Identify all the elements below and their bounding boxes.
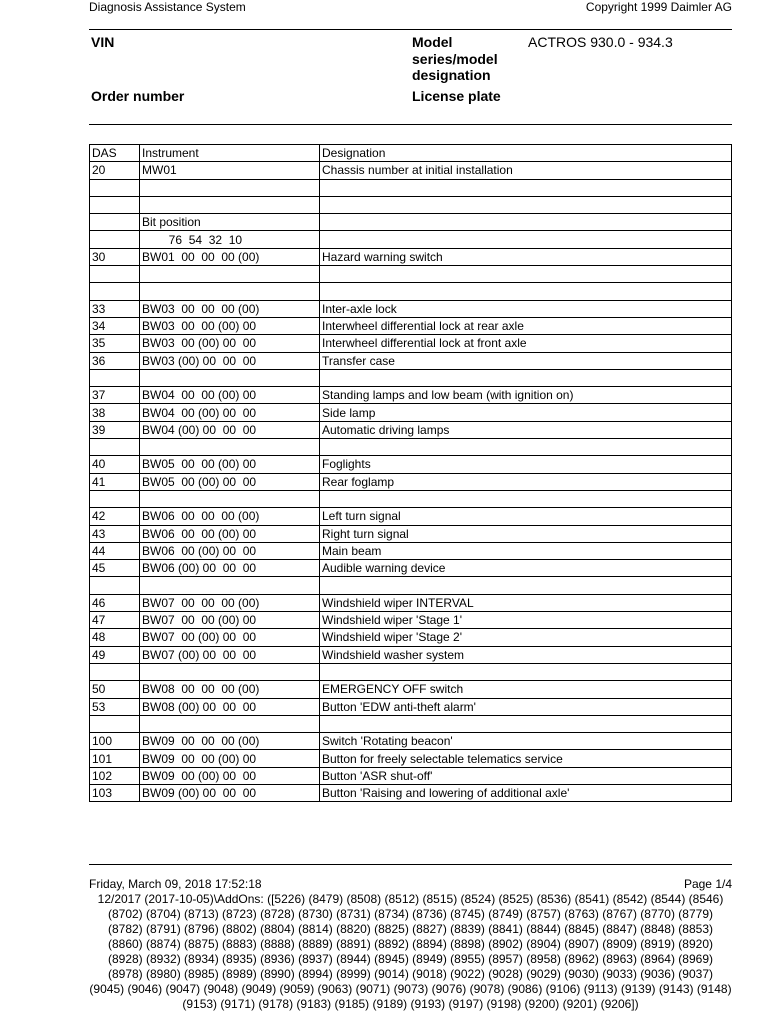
cell-das bbox=[90, 663, 140, 680]
cell-das: 38 bbox=[90, 404, 140, 421]
cell-das: 42 bbox=[90, 508, 140, 525]
cell-designation: Automatic driving lamps bbox=[320, 421, 732, 438]
cell-das: 48 bbox=[90, 629, 140, 646]
cell-das bbox=[90, 577, 140, 594]
cell-designation bbox=[320, 490, 732, 507]
cell-das: 103 bbox=[90, 784, 140, 801]
cell-das: 41 bbox=[90, 473, 140, 490]
header-das: DAS bbox=[90, 145, 140, 162]
cell-designation bbox=[320, 663, 732, 680]
table-row bbox=[90, 629, 732, 646]
cell-instrument bbox=[140, 439, 320, 456]
cell-das bbox=[90, 369, 140, 386]
cell-instrument: BW03 00 (00) 00 00 bbox=[140, 335, 320, 352]
model-label-line1: Model bbox=[412, 34, 453, 50]
diagnosis-table bbox=[89, 144, 732, 802]
cell-instrument: BW05 00 00 (00) 00 bbox=[140, 456, 320, 473]
table-row bbox=[90, 352, 732, 369]
cell-instrument: BW07 (00) 00 00 00 bbox=[140, 646, 320, 663]
cell-instrument bbox=[140, 663, 320, 680]
cell-designation: Foglights bbox=[320, 456, 732, 473]
table-row bbox=[90, 490, 732, 507]
cell-instrument: BW09 00 00 00 (00) bbox=[140, 733, 320, 750]
cell-designation: Switch 'Rotating beacon' bbox=[320, 733, 732, 750]
cell-das: 40 bbox=[90, 456, 140, 473]
table-row bbox=[90, 663, 732, 680]
cell-das bbox=[90, 715, 140, 732]
table-row bbox=[90, 733, 732, 750]
cell-instrument bbox=[140, 715, 320, 732]
table-row bbox=[90, 646, 732, 663]
cell-das: 37 bbox=[90, 387, 140, 404]
cell-instrument: BW06 (00) 00 00 00 bbox=[140, 560, 320, 577]
cell-designation: Right turn signal bbox=[320, 525, 732, 542]
cell-instrument bbox=[140, 369, 320, 386]
cell-designation: Windshield wiper 'Stage 1' bbox=[320, 612, 732, 629]
cell-das: 30 bbox=[90, 248, 140, 265]
table-row bbox=[90, 196, 732, 213]
cell-designation: Button 'EDW anti-theft alarm' bbox=[320, 698, 732, 715]
license-plate-label: License plate bbox=[412, 88, 501, 104]
table-row bbox=[90, 214, 732, 231]
cell-instrument: BW08 (00) 00 00 00 bbox=[140, 698, 320, 715]
page-number: Page 1/4 bbox=[683, 877, 732, 891]
cell-das bbox=[90, 266, 140, 283]
table-row bbox=[90, 508, 732, 525]
cell-das: 50 bbox=[90, 681, 140, 698]
table-row bbox=[90, 681, 732, 698]
cell-designation bbox=[320, 577, 732, 594]
table-row bbox=[90, 179, 732, 196]
cell-instrument: BW07 00 00 (00) 00 bbox=[140, 612, 320, 629]
cell-instrument: BW07 00 00 00 (00) bbox=[140, 594, 320, 611]
cell-das bbox=[90, 283, 140, 300]
cell-designation: Audible warning device bbox=[320, 560, 732, 577]
cell-designation bbox=[320, 266, 732, 283]
cell-instrument: BW06 00 00 (00) 00 bbox=[140, 525, 320, 542]
cell-designation: Button 'Raising and lowering of additional axle' bbox=[320, 784, 732, 801]
order-number-label: Order number bbox=[91, 88, 185, 104]
table-row bbox=[90, 473, 732, 490]
copyright-text: Copyright 1999 Daimler AG bbox=[585, 0, 732, 14]
cell-instrument: BW03 00 00 00 (00) bbox=[140, 300, 320, 317]
cell-instrument: MW01 bbox=[140, 162, 320, 179]
model-label-line2: series/model bbox=[412, 51, 498, 67]
cell-instrument: BW03 00 00 (00) 00 bbox=[140, 317, 320, 334]
table-header-row bbox=[90, 145, 732, 162]
table-row bbox=[90, 594, 732, 611]
cell-das: 39 bbox=[90, 421, 140, 438]
table-row bbox=[90, 560, 732, 577]
table-row bbox=[90, 369, 732, 386]
cell-instrument: BW04 (00) 00 00 00 bbox=[140, 421, 320, 438]
cell-instrument: BW03 (00) 00 00 00 bbox=[140, 352, 320, 369]
cell-instrument: BW04 00 00 (00) 00 bbox=[140, 387, 320, 404]
table-row bbox=[90, 715, 732, 732]
cell-instrument: BW09 00 00 (00) 00 bbox=[140, 750, 320, 767]
header-designation: Designation bbox=[320, 145, 732, 162]
table-row bbox=[90, 283, 732, 300]
cell-designation: Standing lamps and low beam (with ignition on) bbox=[320, 387, 732, 404]
cell-das bbox=[90, 179, 140, 196]
cell-designation: Left turn signal bbox=[320, 508, 732, 525]
cell-instrument bbox=[140, 283, 320, 300]
table-row bbox=[90, 300, 732, 317]
cell-designation: Windshield wiper INTERVAL bbox=[320, 594, 732, 611]
cell-instrument bbox=[140, 266, 320, 283]
cell-designation: Inter-axle lock bbox=[320, 300, 732, 317]
cell-instrument bbox=[140, 577, 320, 594]
cell-designation bbox=[320, 439, 732, 456]
table-row bbox=[90, 767, 732, 784]
cell-designation: Rear foglamp bbox=[320, 473, 732, 490]
table-row bbox=[90, 231, 732, 248]
table-row bbox=[90, 439, 732, 456]
table-row bbox=[90, 162, 732, 179]
cell-designation bbox=[320, 214, 732, 231]
cell-designation: Side lamp bbox=[320, 404, 732, 421]
cell-designation bbox=[320, 179, 732, 196]
cell-designation: Button 'ASR shut-off' bbox=[320, 767, 732, 784]
cell-instrument: BW06 00 00 00 (00) bbox=[140, 508, 320, 525]
cell-das: 53 bbox=[90, 698, 140, 715]
table-row bbox=[90, 577, 732, 594]
table-row bbox=[90, 421, 732, 438]
cell-instrument: BW06 00 (00) 00 00 bbox=[140, 542, 320, 559]
cell-instrument: BW01 00 00 00 (00) bbox=[140, 248, 320, 265]
cell-designation: Windshield wiper 'Stage 2' bbox=[320, 629, 732, 646]
table-row bbox=[90, 612, 732, 629]
cell-das: 20 bbox=[90, 162, 140, 179]
cell-das: 36 bbox=[90, 352, 140, 369]
cell-designation: Interwheel differential lock at rear axle bbox=[320, 317, 732, 334]
cell-instrument: BW09 (00) 00 00 00 bbox=[140, 784, 320, 801]
cell-designation: Button for freely selectable telematics service bbox=[320, 750, 732, 767]
cell-das: 43 bbox=[90, 525, 140, 542]
cell-designation: EMERGENCY OFF switch bbox=[320, 681, 732, 698]
cell-instrument: Bit position bbox=[140, 214, 320, 231]
table-row bbox=[90, 750, 732, 767]
cell-designation: Windshield washer system bbox=[320, 646, 732, 663]
table-row bbox=[90, 542, 732, 559]
cell-das bbox=[90, 231, 140, 248]
cell-designation: Hazard warning switch bbox=[320, 248, 732, 265]
cell-instrument: BW08 00 00 00 (00) bbox=[140, 681, 320, 698]
cell-das: 47 bbox=[90, 612, 140, 629]
cell-instrument bbox=[140, 490, 320, 507]
cell-designation: Transfer case bbox=[320, 352, 732, 369]
table-row bbox=[90, 317, 732, 334]
cell-das bbox=[90, 214, 140, 231]
cell-das bbox=[90, 196, 140, 213]
cell-das bbox=[90, 439, 140, 456]
cell-das: 35 bbox=[90, 335, 140, 352]
cell-das: 33 bbox=[90, 300, 140, 317]
table-row bbox=[90, 404, 732, 421]
cell-instrument bbox=[140, 196, 320, 213]
cell-das: 44 bbox=[90, 542, 140, 559]
cell-das: 102 bbox=[90, 767, 140, 784]
cell-das: 49 bbox=[90, 646, 140, 663]
header-instrument: Instrument bbox=[140, 145, 320, 162]
cell-designation: Chassis number at initial installation bbox=[320, 162, 732, 179]
print-datetime: Friday, March 09, 2018 17:52:18 bbox=[89, 877, 262, 891]
cell-instrument: BW05 00 (00) 00 00 bbox=[140, 473, 320, 490]
cell-designation bbox=[320, 283, 732, 300]
table-row bbox=[90, 335, 732, 352]
cell-instrument: BW04 00 (00) 00 00 bbox=[140, 404, 320, 421]
header-bottom-divider bbox=[89, 124, 732, 125]
cell-instrument: BW09 00 (00) 00 00 bbox=[140, 767, 320, 784]
header-divider bbox=[89, 29, 732, 30]
table-row bbox=[90, 266, 732, 283]
cell-designation bbox=[320, 715, 732, 732]
cell-instrument: 76 54 32 10 bbox=[140, 231, 320, 248]
cell-das: 46 bbox=[90, 594, 140, 611]
table-row bbox=[90, 698, 732, 715]
cell-das: 34 bbox=[90, 317, 140, 334]
cell-instrument bbox=[140, 179, 320, 196]
cell-designation bbox=[320, 231, 732, 248]
cell-das: 101 bbox=[90, 750, 140, 767]
vin-label: VIN bbox=[91, 34, 115, 50]
cell-instrument: BW07 00 (00) 00 00 bbox=[140, 629, 320, 646]
cell-designation bbox=[320, 196, 732, 213]
table-row bbox=[90, 525, 732, 542]
model-label-line3: designation bbox=[412, 67, 491, 83]
cell-designation: Interwheel differential lock at front axle bbox=[320, 335, 732, 352]
cell-das: 100 bbox=[90, 733, 140, 750]
cell-das: 45 bbox=[90, 560, 140, 577]
addons-list: 12/2017 (2017-10-05)\AddOns: ([5226) (8479) (8508) (8512) (8515) (8524) (8525) (8536) (8541) (8542) (8544) (8546) (8702) (8704) (8713) (8723) (8728) (8730) (8731) (8734) (8736) (8745) (8749) (8757) (8763) (8767) (8770) (8779) (8782) (8791) (8796) (8802) (8804) (8814) (8820) (8825) (8827) (8839) (8841) (8844) (8845) (8847) (8848) (8853) (8860) (8874) (8875) (8883) (8888) (8889) (8891) (8892) (8894) (8898) (8902) (8904) (8907) (8909) (8919) (8920) (8928) (8932) (8934) (8935) (8936) (8937) (8944) (8945) (8949) (8955) (8957) (8958) (8962) (8963) (8964) (8969) (8978) (8980) (8985) (8989) (8990) (8994) (8999) (9014) (9018) (9022) (9028) (9029) (9030) (9033) (9036) (9037) (9045) (9046) (9047) (9048) (9049) (9059) (9063) (9071) (9073) (9076) (9078) (9086) (9106) (9113) (9139) (9143) (9148) (9153) (9171) (9178) (9183) (9185) (9189) (9193) (9197) (9198) (9200) (9201) (9206]) bbox=[89, 892, 732, 1011]
table-row bbox=[90, 248, 732, 265]
cell-designation: Main beam bbox=[320, 542, 732, 559]
system-title: Diagnosis Assistance System bbox=[89, 0, 246, 14]
model-value: ACTROS 930.0 - 934.3 bbox=[528, 34, 673, 50]
table-row bbox=[90, 387, 732, 404]
table-row bbox=[90, 456, 732, 473]
table-row bbox=[90, 784, 732, 801]
cell-das bbox=[90, 490, 140, 507]
footer-divider bbox=[89, 864, 732, 865]
cell-designation bbox=[320, 369, 732, 386]
